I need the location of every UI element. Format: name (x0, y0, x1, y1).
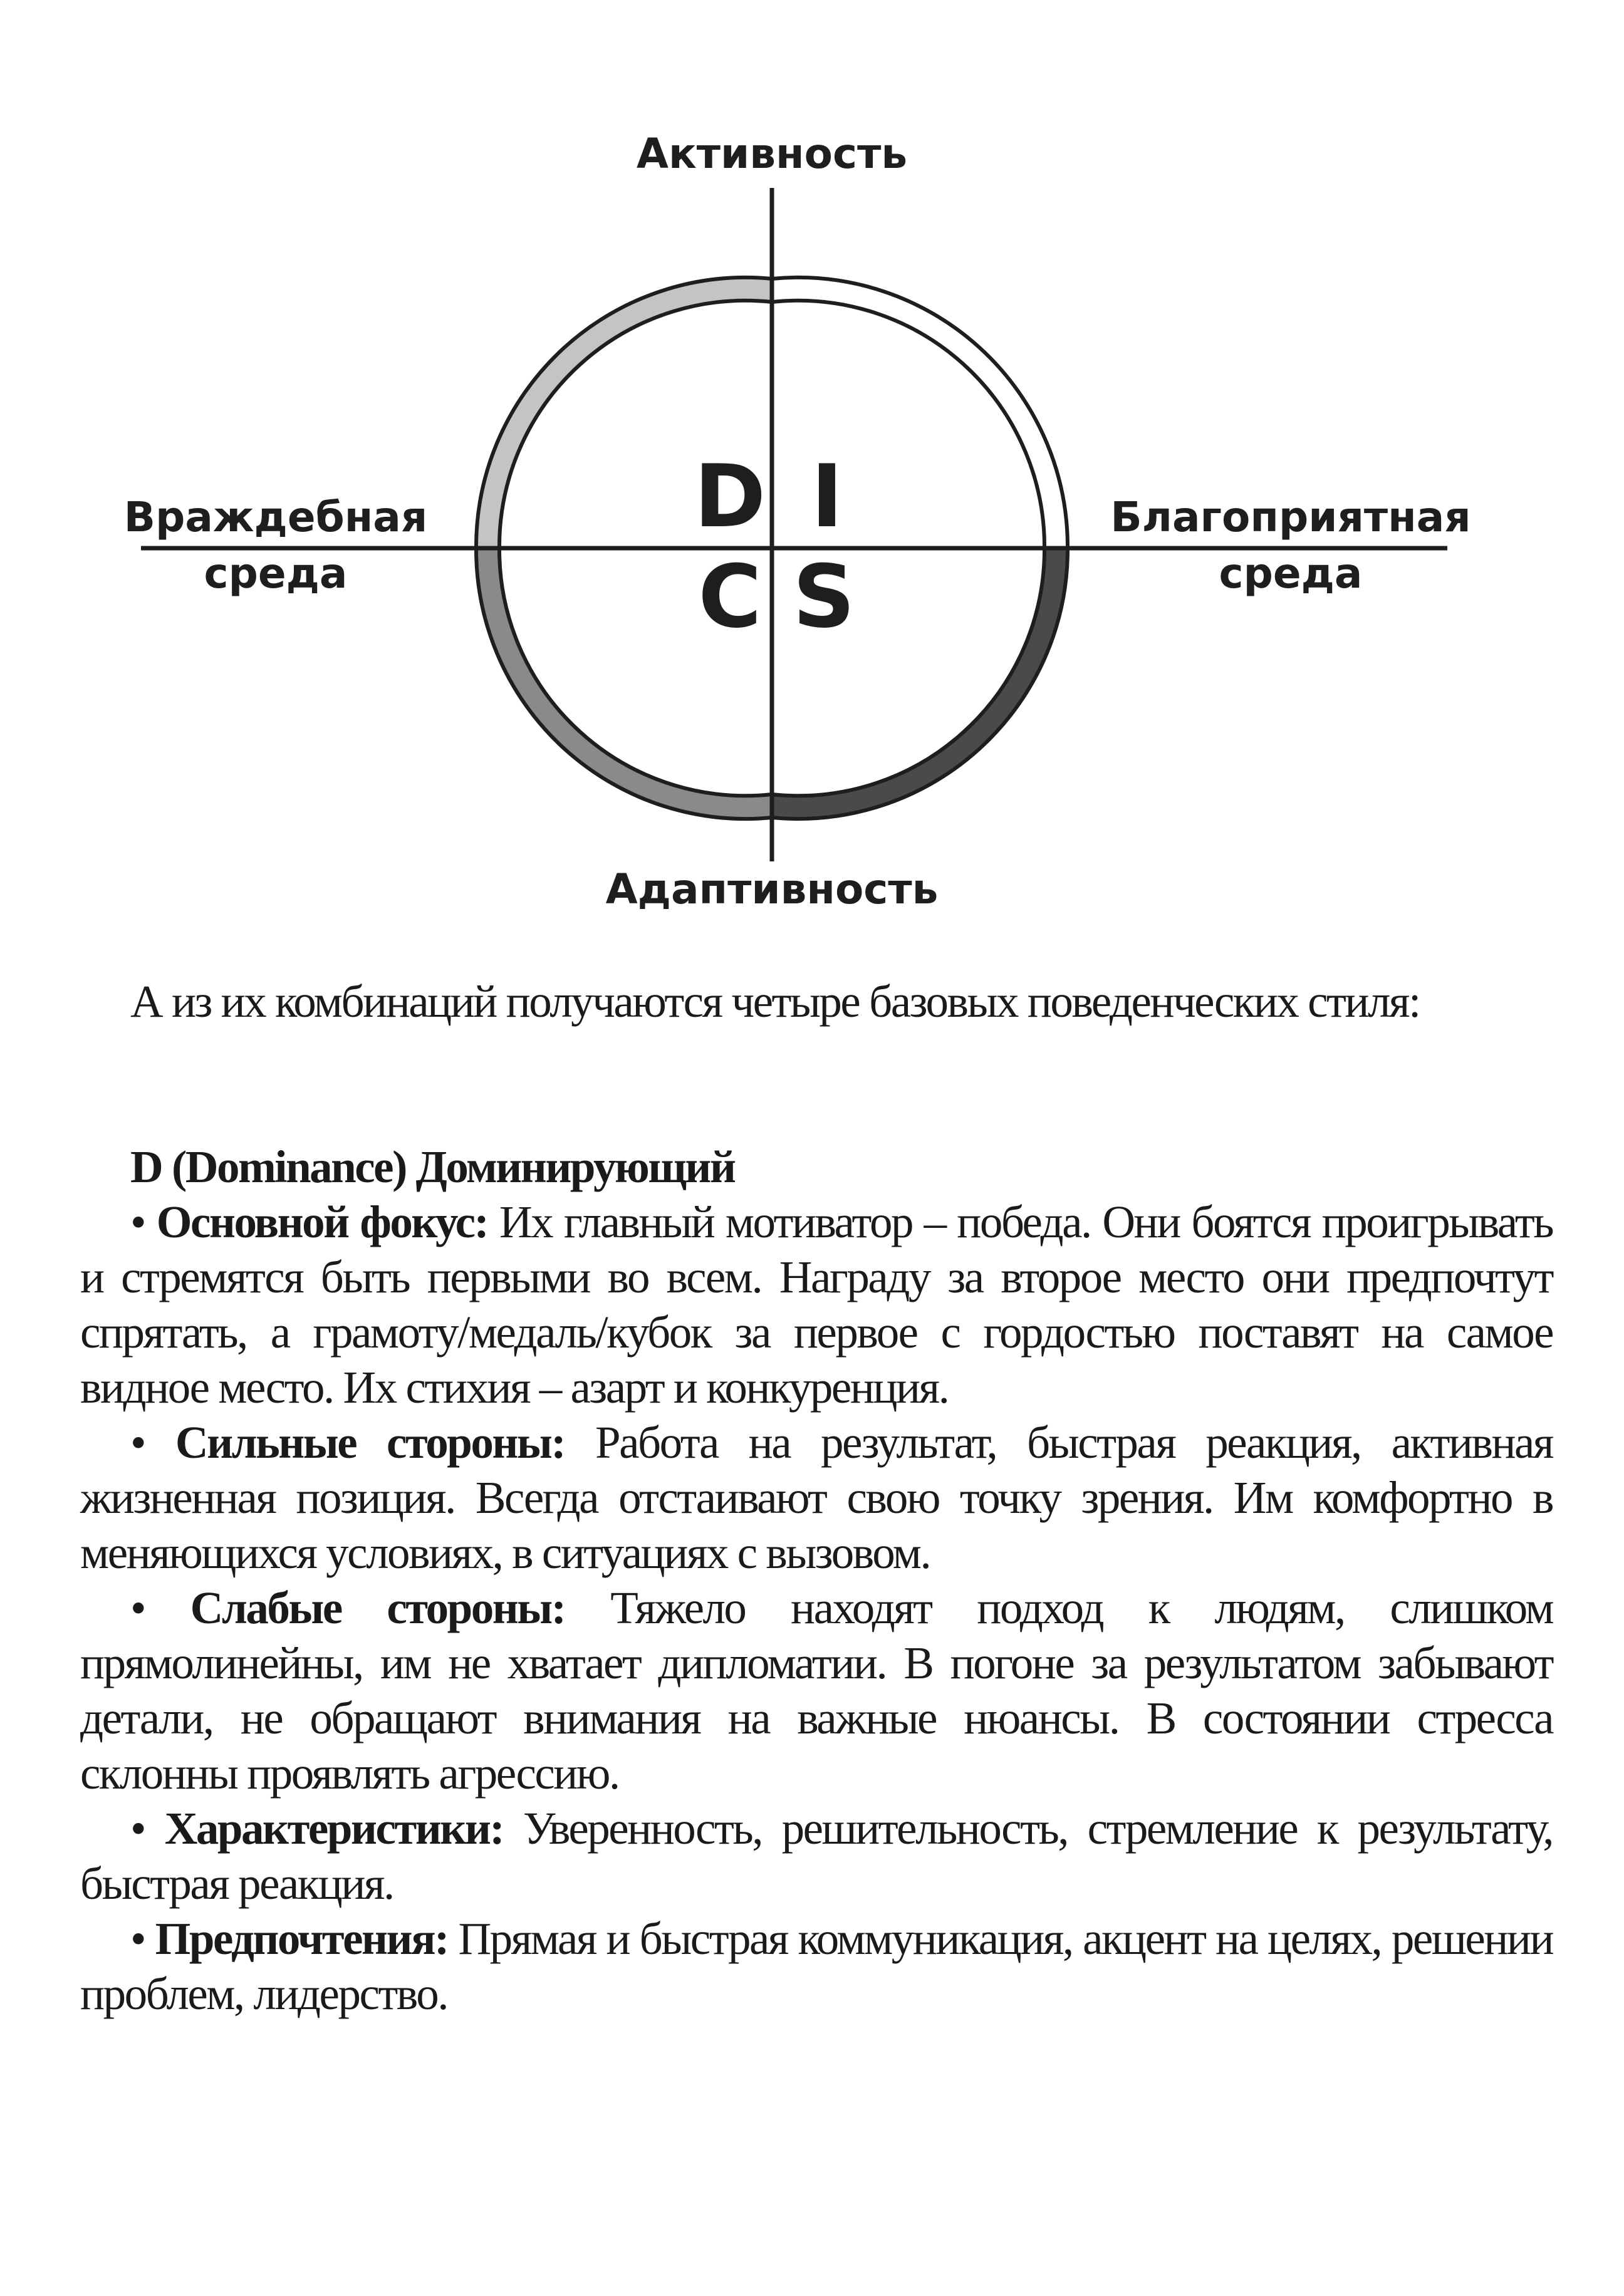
item-label: Характеристики: (164, 1803, 504, 1854)
disc-diagram (0, 0, 1624, 940)
bullet: • (130, 1913, 145, 1964)
quadrant-letter-d: D (694, 446, 766, 547)
item-label: Сильные стороны: (175, 1417, 565, 1468)
item-label: Основной фокус: (156, 1197, 488, 1247)
quadrant-letter-i: I (811, 446, 843, 547)
bullet: • (130, 1582, 145, 1633)
label-favorable-environment-sub: среда (1219, 549, 1363, 598)
bullet: • (130, 1803, 145, 1854)
item-text: Прямая и быстрая коммуникация, акцент на целях, решении проблем, лидерство. (80, 1913, 1553, 2019)
item-label: Слабые стороны: (190, 1582, 565, 1633)
label-adaptivity: Адаптивность (605, 865, 939, 913)
list-item-characteristics (80, 1801, 1553, 1911)
list-item-weaknesses (80, 1581, 1553, 1801)
item-label: Предпочтения: (155, 1913, 448, 1964)
section-heading: D (Dominance) Доминирующий (130, 1141, 735, 1192)
label-activity: Активность (636, 130, 908, 178)
item-text: Работа на результат, быстрая реакция, активная жизненная позиция. Всегда отстаивают свою точку зрения. Им комфортно в меняющихся условиях, в ситуациях с вызовом. (80, 1417, 1553, 1578)
document-text (80, 974, 1553, 2022)
list-item-strengths (80, 1415, 1553, 1581)
item-text: Тяжело находят подход к людям, слишком прямолинейны, им не хватает дипломатии. В погоне за результатом забывают детали, не обращают внимания на важные нюансы. В состоянии стресса склонны проявлять агрессию. (80, 1582, 1553, 1799)
label-hostile-environment-sub: среда (204, 549, 348, 598)
item-text: Их главный мотиватор – победа. Они боятся проигрывать и стремятся быть первыми во всем. Награду за второе место они предпочтут спрятать, а грамоту/медаль/кубок за первое с гордостью поставят на самое видное место. Их стихия – азарт и конкуренция. (80, 1197, 1553, 1413)
quadrant-letter-s: S (793, 546, 855, 647)
list-item-main-focus (80, 1195, 1553, 1415)
bullet: • (130, 1197, 145, 1247)
label-hostile-environment: Враждебная (123, 493, 428, 541)
label-favorable-environment: Благоприятная (1110, 493, 1471, 541)
list-item-preferences (80, 1911, 1553, 2022)
quadrant-letter-c: C (698, 546, 762, 647)
intro-paragraph: А из их комбинаций получаются четыре базовых поведенческих стиля: (130, 976, 1420, 1027)
bullet: • (130, 1417, 145, 1468)
item-text: Уверенность, решительность, стремление к результату, быстрая реакция. (80, 1803, 1553, 1909)
